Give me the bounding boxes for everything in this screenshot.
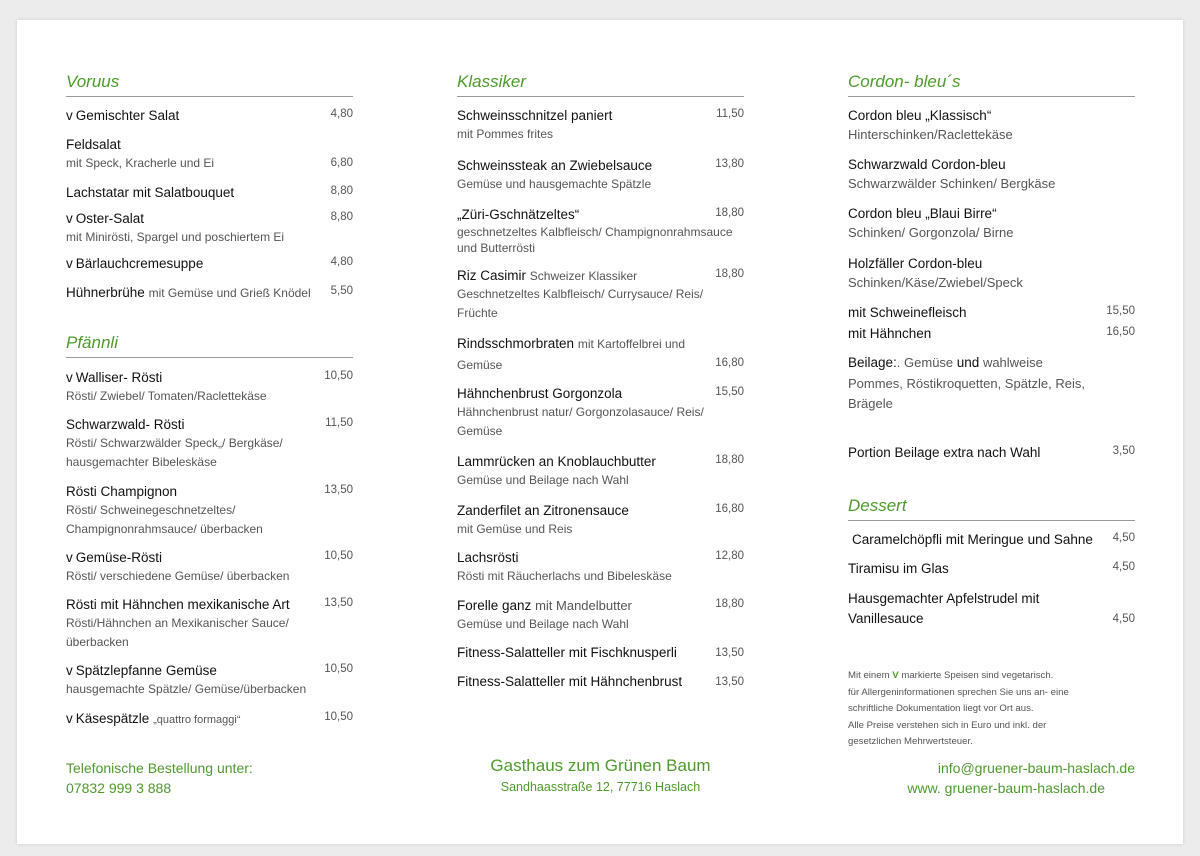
- note-text: markierte Speisen sind vegetarisch.: [901, 670, 1054, 681]
- price-row: [848, 325, 1135, 343]
- item-price: 16,80: [715, 503, 744, 515]
- veg-mark: v: [66, 108, 73, 123]
- item-price: 8,80: [330, 185, 353, 197]
- item-price: 13,50: [715, 676, 744, 688]
- item-name: Schweinssteak an Zwiebelsauce: [457, 158, 653, 173]
- note-text: Mit einem: [848, 670, 890, 681]
- menu-item: [457, 107, 744, 144]
- item-price: 6,80: [330, 157, 353, 169]
- menu-item: [66, 136, 353, 173]
- item-price: 13,50: [715, 647, 744, 659]
- side-dish-text: . Gemüse: [896, 355, 954, 370]
- menu-item: [457, 597, 744, 634]
- item-desc: Gemüse und hausgemachte Spätzle: [457, 177, 652, 191]
- item-desc: Gemüse und Beilage nach Wahl: [457, 617, 629, 631]
- item-desc: mit Speck, Kracherle und Ei: [66, 156, 215, 170]
- item-price: 16,80: [715, 357, 744, 369]
- item-name: Oster-Salat: [75, 211, 145, 226]
- item-price: 16,50: [1106, 326, 1135, 338]
- menu-item: [848, 205, 1135, 242]
- item-name: mit Schweinefleisch: [848, 305, 967, 320]
- item-price: 11,50: [716, 108, 744, 120]
- section-title-dessert: Dessert: [848, 496, 1135, 521]
- item-name: Forelle ganz: [457, 598, 532, 613]
- item-price: 4,80: [330, 256, 353, 268]
- order-label: Telefonische Bestellung unter:: [66, 760, 253, 776]
- item-name: Walliser- Rösti: [75, 370, 163, 385]
- item-price: 10,50: [324, 711, 353, 723]
- item-price: 4,50: [1112, 561, 1135, 573]
- menu-item: [848, 156, 1135, 193]
- item-note: mit Mandelbutter: [535, 598, 632, 613]
- item-price: 10,50: [324, 370, 353, 382]
- item-price: 12,80: [715, 550, 744, 562]
- item-price: 13,80: [715, 158, 744, 170]
- item-name: Hähnchenbrust Gorgonzola: [457, 386, 623, 401]
- item-price: 18,80: [715, 268, 744, 280]
- menu-item: [66, 483, 353, 539]
- menu-item: [848, 560, 1135, 578]
- menu-item: [457, 385, 744, 441]
- item-name: Rösti mit Hähnchen mexikanische Art: [66, 597, 290, 612]
- menu-item: [848, 255, 1135, 292]
- menu-item: [66, 184, 353, 202]
- side-dish-label: Beilage:: [848, 355, 897, 370]
- price-row: [848, 304, 1135, 322]
- menu-item: [66, 710, 353, 729]
- menu-item: [848, 531, 1135, 549]
- item-price: 18,80: [715, 207, 744, 219]
- item-name: Spätzlepfanne Gemüse: [75, 663, 217, 678]
- veg-symbol: V: [892, 670, 899, 681]
- item-price: 5,50: [330, 285, 353, 297]
- menu-item: [66, 255, 353, 273]
- item-desc: Rösti/ verschiedene Gemüse/ überbacken: [66, 569, 290, 583]
- item-name: Tiramisu im Glas: [848, 561, 949, 576]
- item-name: Holzfäller Cordon-bleu: [848, 256, 983, 271]
- veg-mark: v: [66, 550, 73, 565]
- section-title-voruus: Voruus: [66, 72, 353, 97]
- item-name: Fitness-Salatteller mit Hähnchenbrust: [457, 674, 683, 689]
- menu-item: [66, 549, 353, 586]
- menu-item: [66, 210, 353, 247]
- item-name: Bärlauchcremesuppe: [75, 256, 204, 271]
- item-name: Hühnerbrühe: [66, 285, 145, 300]
- item-desc: „quattro formaggi“: [153, 714, 241, 726]
- allergen-note: für Allergeninformationen sprechen Sie uns an- eine schriftliche Dokumentation liegt vor Ort aus.: [848, 686, 1069, 714]
- restaurant-info: [457, 755, 744, 797]
- item-name: Lammrücken an Knoblauchbutter: [457, 454, 656, 469]
- item-price: 10,50: [324, 663, 353, 675]
- item-price: 13,50: [324, 597, 353, 609]
- item-name: Rösti Champignon: [66, 484, 178, 499]
- section-title-cordon-bleu: Cordon- bleu´s: [848, 72, 1135, 97]
- menu-item: [457, 267, 744, 323]
- side-dish-and: und: [956, 355, 980, 370]
- veg-mark: v: [66, 211, 73, 226]
- item-name: Cordon bleu „Blaui Birre“: [848, 206, 997, 221]
- phone-number[interactable]: 07832 999 3 888: [66, 780, 172, 796]
- item-name: Feldsalat: [66, 137, 121, 152]
- menu-item: [66, 596, 353, 652]
- veg-mark: v: [66, 711, 73, 726]
- item-price: 10,50: [324, 550, 353, 562]
- item-name: Lachsrösti: [457, 550, 519, 565]
- contact-info: [907, 758, 1135, 798]
- item-price: 11,50: [325, 417, 353, 429]
- veg-mark: v: [66, 663, 73, 678]
- price-note: Alle Preise verstehen sich in Euro und inkl. der gesetzlichen Mehrwertsteuer.: [848, 719, 1047, 747]
- item-note: mit Kartoffelbrei und: [577, 337, 685, 351]
- veg-mark: v: [66, 370, 73, 385]
- item-name: „Züri-Gschnätzeltes“: [457, 207, 580, 222]
- item-desc: Schinken/ Gorgonzola/ Birne: [848, 225, 1014, 240]
- item-desc: mit Pommes frites: [457, 127, 554, 141]
- restaurant-name: Gasthaus zum Grünen Baum: [490, 756, 711, 775]
- item-desc: Schwarzwälder Schinken/ Bergkäse: [848, 176, 1056, 191]
- item-name: Schweinsschnitzel paniert: [457, 108, 613, 123]
- menu-sheet: [17, 20, 1183, 844]
- menu-item: [457, 673, 744, 691]
- item-name: Käsespätzle: [75, 711, 150, 726]
- item-price: 4,50: [1112, 532, 1135, 544]
- item-desc: geschnetzeltes Kalbfleisch/ Champignonrahmsauce und Butterrösti: [457, 225, 733, 255]
- menu-item: [457, 549, 744, 586]
- item-name: Schwarzwald- Rösti: [66, 417, 185, 432]
- item-name: Schwarzwald Cordon-bleu: [848, 157, 1006, 172]
- menu-item: [66, 416, 353, 472]
- item-price: 4,50: [1112, 613, 1135, 625]
- item-price: 18,80: [715, 454, 744, 466]
- item-name: Lachstatar mit Salatbouquet: [66, 185, 235, 200]
- item-name: Caramelchöpfli mit Meringue und Sahne: [852, 532, 1093, 547]
- menu-item: [66, 369, 353, 406]
- menu-item: [457, 157, 744, 194]
- item-desc: Rösti mit Räucherlachs und Bibeleskäse: [457, 569, 672, 583]
- section-title-klassiker: Klassiker: [457, 72, 744, 97]
- menu-item: [848, 589, 1135, 629]
- item-price: 4,80: [330, 108, 353, 120]
- item-desc: mit Gemüse und Reis: [457, 522, 573, 536]
- email-link[interactable]: info@gruener-baum-haslach.de: [937, 760, 1135, 776]
- menu-item: [66, 662, 353, 699]
- item-price: 18,80: [715, 598, 744, 610]
- menu-item: [66, 284, 353, 302]
- item-desc: Hähnchenbrust natur/ Gorgonzolasauce/ Reis/ Gemüse: [457, 405, 704, 438]
- menu-item: [457, 502, 744, 539]
- item-desc: Geschnetzeltes Kalbfleisch/ Currysauce/ Reis/ Früchte: [457, 287, 704, 320]
- item-price: 13,50: [324, 484, 353, 496]
- menu-item: [457, 453, 744, 490]
- item-desc: Schinken/Käse/Zwiebel/Speck: [848, 275, 1023, 290]
- item-price: 8,80: [330, 211, 353, 223]
- item-desc: mit Gemüse und Grieß Knödel: [148, 286, 311, 300]
- item-desc: Gemüse: [457, 358, 503, 372]
- item-name: Gemüse-Rösti: [75, 550, 163, 565]
- item-name: Fitness-Salatteller mit Fischknusperli: [457, 645, 677, 660]
- item-name: mit Hähnchen: [848, 326, 932, 341]
- item-desc: Rösti/ Zwiebel/ Tomaten/Raclettekäse: [66, 389, 267, 403]
- item-name: Riz Casimir: [457, 268, 526, 283]
- item-name: Zanderfilet an Zitronensauce: [457, 503, 629, 518]
- restaurant-address: Sandhaasstraße 12, 77716 Haslach: [500, 780, 701, 794]
- item-desc: Rösti/ Schweinegeschnetzeltes/ Champignonrahmsauce/ überbacken: [66, 503, 263, 536]
- item-name: Portion Beilage extra nach Wahl: [848, 445, 1041, 460]
- footnote: [848, 668, 1138, 751]
- item-price: 15,50: [1106, 305, 1135, 317]
- item-desc: Rösti/Hähnchen an Mexikanischer Sauce/ überbacken: [66, 616, 289, 649]
- item-name: Hausgemachter Apfelstrudel mit Vanillesauce: [848, 591, 1040, 626]
- item-name: Gemischter Salat: [75, 108, 180, 123]
- item-desc: Rösti/ Schwarzwälder Speck„/ Bergkäse/ hausgemachter Bibeleskäse: [66, 436, 283, 469]
- website-link[interactable]: www. gruener-baum-haslach.de: [907, 780, 1105, 796]
- side-dish-options: wahlweise Pommes, Röstikroquetten, Spätzle, Reis, Brägele: [848, 355, 1085, 411]
- menu-item: [457, 644, 744, 662]
- order-info: [66, 758, 253, 798]
- section-title-pfaennli: Pfännli: [66, 333, 353, 358]
- item-desc: mit Minirösti, Spargel und poschiertem Ei: [66, 230, 285, 244]
- menu-item: [457, 335, 744, 375]
- item-desc: Gemüse und Beilage nach Wahl: [457, 473, 629, 487]
- item-note: Schweizer Klassiker: [529, 269, 638, 283]
- menu-item: [848, 444, 1135, 462]
- side-dish-info: [848, 353, 1098, 415]
- item-desc: hausgemachte Spätzle/ Gemüse/überbacken: [66, 682, 307, 696]
- item-desc: Hinterschinken/Raclettekäse: [848, 127, 1013, 142]
- menu-item: [66, 107, 353, 125]
- menu-item: [848, 107, 1135, 144]
- item-price: 3,50: [1112, 445, 1135, 457]
- item-name: Cordon bleu „Klassisch“: [848, 108, 992, 123]
- item-price: 15,50: [715, 386, 744, 398]
- item-name: Rindsschmorbraten: [457, 336, 575, 351]
- veg-mark: v: [66, 256, 73, 271]
- menu-item: [457, 206, 744, 256]
